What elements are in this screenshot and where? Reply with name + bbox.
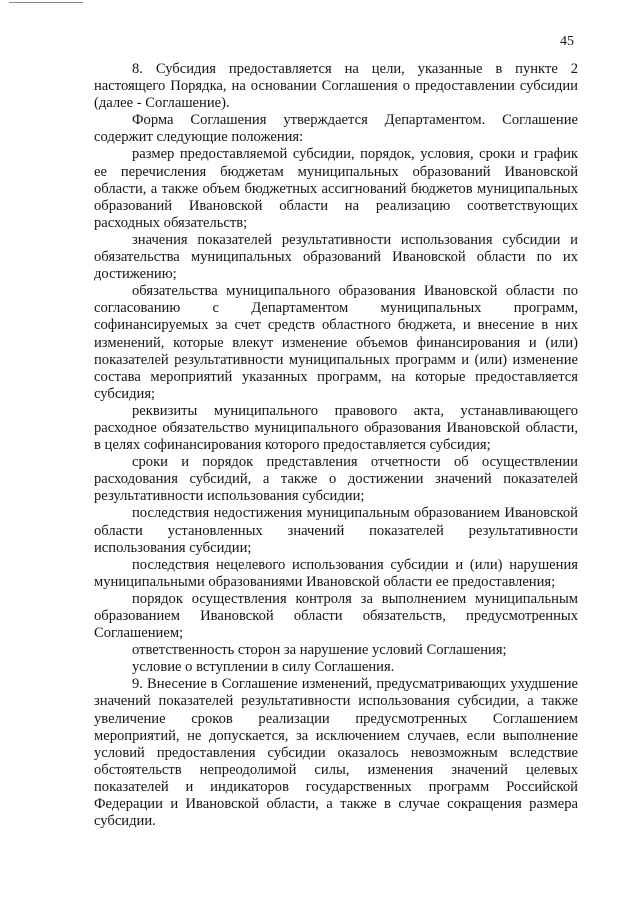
paragraph-control-procedure: порядок осуществления контроля за выполнением муниципальным образованием Ивановской области обязательств, предусмотренных Соглашением; [94,590,578,642]
paragraph-misuse-consequences: последствия нецелевого использования субсидии и (или) нарушения муниципальными образованиями Ивановской области ее предоставления; [94,556,578,590]
paragraph-performance-indicators: значения показателей результативности использования субсидии и обязательства муниципальных образований Ивановской области по их достижению; [94,231,578,283]
top-rule [9,2,83,3]
paragraph-entry-into-force: условие о вступлении в силу Соглашения. [132,659,395,676]
paragraph-program-obligations: обязательства муниципального образования Ивановской области по согласованию с Департаментом муниципальных программ, софинансируемых за счет средств областного бюджета, и внесение в них изменений, которые влекут изменение объемов финансирования и (или) показателей результативности муниципальных программ и (или) изменение состава мероприятий указанных программ, на которые предоставляется субсидия; [94,283,578,402]
paragraph-legal-act-details: реквизиты муниципального правового акта, устанавливающего расходное обязательство муниципального образования Ивановской области, в целях софинансирования которого предоставляется субсидия; [94,402,578,454]
page-number: 45 [560,34,574,49]
paragraph-nonachievement-consequences: последствия недостижения муниципальным образованием Ивановской области установленных значений показателей результативности использования субсидии; [94,505,578,556]
paragraph-clause-8: 8. Субсидия предоставляется на цели, указанные в пункте 2 настоящего Порядка, на основании Соглашения о предоставлении субсидии (далее - Соглашение). [94,61,578,112]
paragraph-subsidy-amount: размер предоставляемой субсидии, порядок, условия, сроки и график ее перечисления бюджетам муниципальных образований Ивановской области, а также объем бюджетных ассигнований бюджетов муниципальных образований Ивановской области на реализацию соответствующих расходных обязательств; [94,146,578,231]
paragraph-clause-9: 9. Внесение в Соглашение изменений, предусматривающих ухудшение значений показателей результативности использования субсидии, а также увеличение сроков реализации предусмотренных Соглашением мероприятий, не допускается, за исключением случаев, если выполнение условий предоставления субсидии оказалось невозможным вследствие обстоятельств непреодолимой силы, изменения значений целевых показателей и индикаторов государственных программ Российской Федерации и Ивановской области, а также в случае сокращения размера субсидии. [94,676,578,830]
document-body [94,61,578,830]
paragraph-reporting: сроки и порядок представления отчетности об осуществлении расходования субсидий, а также о достижении значений показателей результативности использования субсидии; [94,454,578,505]
paragraph-liability: ответственность сторон за нарушение условий Соглашения; [132,642,507,659]
paragraph-agreement-form: Форма Соглашения утверждается Департаментом. Соглашение содержит следующие положения: [94,112,578,146]
